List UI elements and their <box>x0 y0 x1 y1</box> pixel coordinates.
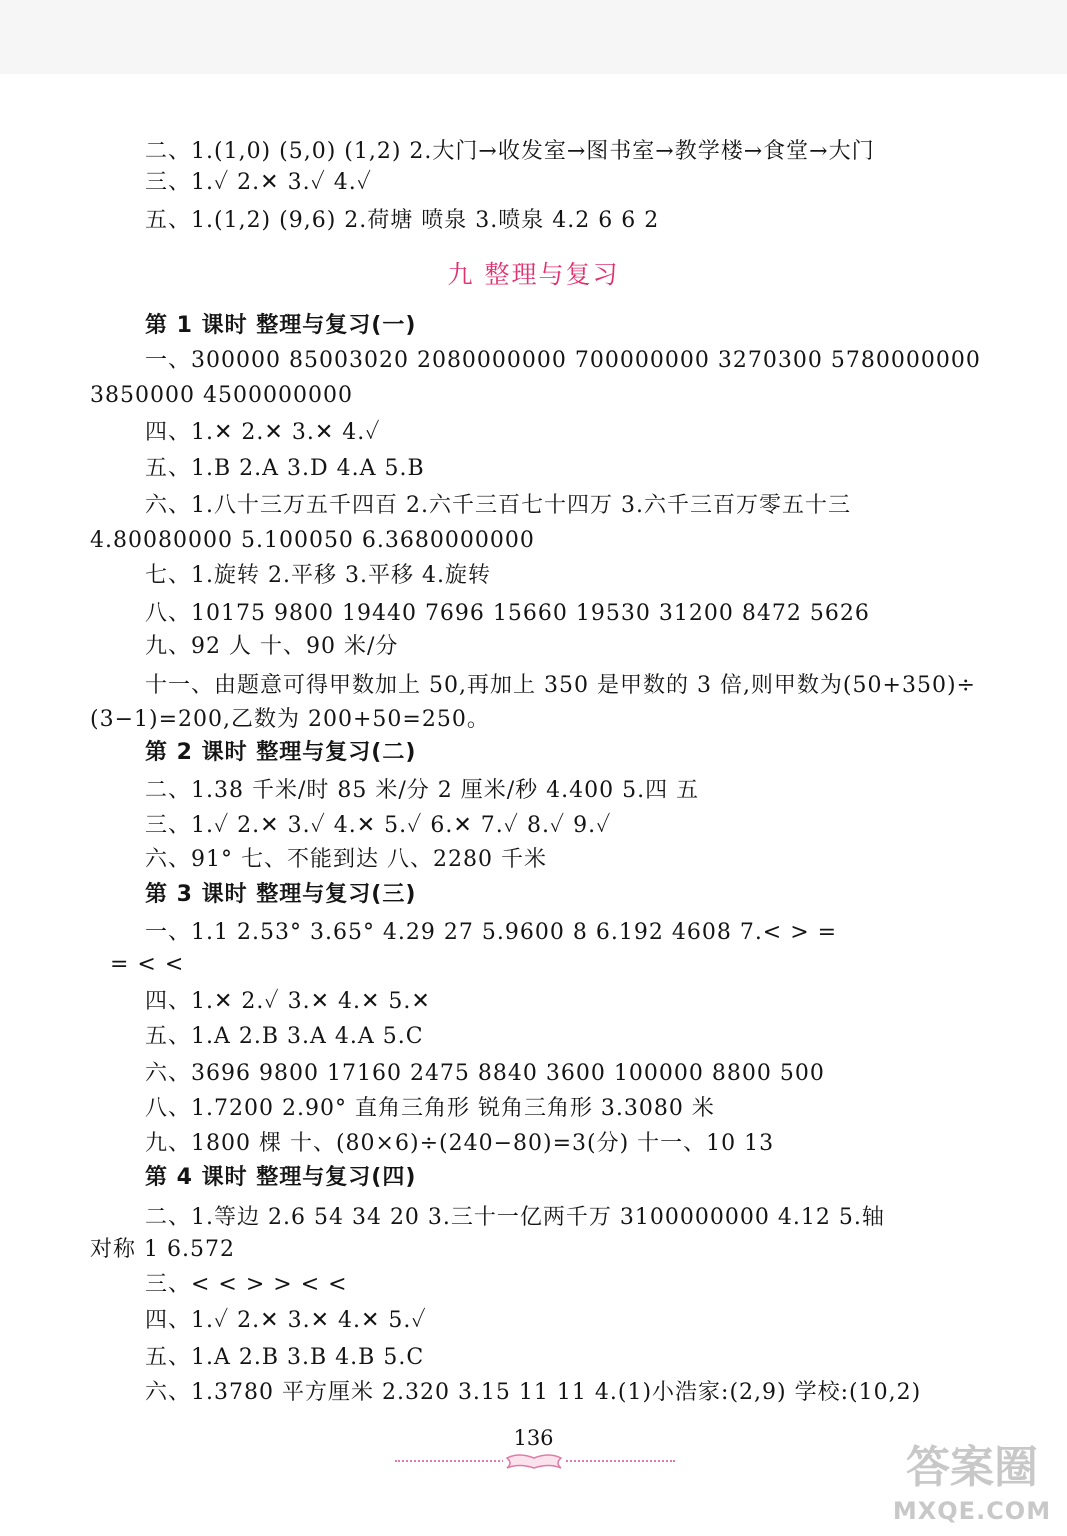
lesson-title: 第 1 课时 整理与复习(一) <box>145 313 417 338</box>
answer-line: 六、1.3780 平方厘米 2.320 3.15 11 11 4.(1)小浩家:(2,9) 学校:(10,2) <box>145 1380 922 1405</box>
answer-line: 六、3696 9800 17160 2475 8840 3600 100000 8800 500 <box>145 1061 825 1086</box>
answer-line: 三、< < > > < < <box>145 1272 348 1297</box>
answer-line: 三、1.✓ 2.✕ 3.✓ 4.✓ <box>145 170 372 195</box>
chapter-title: 九 整理与复习 <box>447 260 620 289</box>
answer-line: 五、1.A 2.B 3.B 4.B 5.C <box>145 1345 425 1370</box>
answer-line: 四、1.✕ 2.✓ 3.✕ 4.✕ 5.✕ <box>145 989 431 1014</box>
answer-line: 4.80080000 5.100050 6.3680000000 <box>90 528 535 553</box>
answer-line: 二、1.(1,0) (5,0) (1,2) 2.大门→收发室→图书室→教学楼→食堂→大门 <box>145 139 875 164</box>
answer-line: 对称 1 6.572 <box>90 1237 235 1262</box>
answer-line: 八、1.7200 2.90° 直角三角形 锐角三角形 3.3080 米 <box>145 1096 715 1121</box>
answer-line: 二、1.等边 2.6 54 34 20 3.三十一亿两千万 3100000000 4.12 5.轴 <box>145 1205 885 1230</box>
answer-line: 七、1.旋转 2.平移 3.平移 4.旋转 <box>145 563 491 588</box>
answer-line: 二、1.38 千米/时 85 米/分 2 厘米/秒 4.400 5.四 五 <box>145 778 700 803</box>
lesson-title: 第 3 课时 整理与复习(三) <box>145 882 417 907</box>
answer-line: 六、91° 七、不能到达 八、2280 千米 <box>145 847 547 872</box>
answer-line: 四、1.✕ 2.✕ 3.✕ 4.✓ <box>145 420 381 445</box>
answer-line: 一、300000 85003020 2080000000 700000000 3270300 5780000000 <box>145 348 981 373</box>
answer-line: 三、1.✓ 2.✕ 3.✓ 4.✕ 5.✓ 6.✕ 7.✓ 8.✓ 9.✓ <box>145 813 612 838</box>
lesson-title: 第 4 课时 整理与复习(四) <box>145 1165 417 1190</box>
page-number: 136 <box>513 1426 554 1450</box>
watermark-title: 答案圈 <box>906 1442 1038 1493</box>
watermark-url: MXQE.COM <box>892 1497 1052 1525</box>
site-watermark-logo <box>883 1440 1061 1532</box>
answer-line: 五、1.A 2.B 3.A 4.A 5.C <box>145 1024 424 1049</box>
answer-line: 四、1.✓ 2.✕ 3.✕ 4.✕ 5.✓ <box>145 1308 427 1333</box>
answer-line: (3−1)=200,乙数为 200+50=250。 <box>90 707 490 732</box>
answer-line: 六、1.八十三万五千四百 2.六千三百七十四万 3.六千三百万零五十三 <box>145 493 851 518</box>
footer-ribbon-icon <box>503 1450 565 1472</box>
answer-line: 十一、由题意可得甲数加上 50,再加上 350 是甲数的 3 倍,则甲数为(50+350)÷ <box>145 673 976 698</box>
answer-line: 五、1.B 2.A 3.D 4.A 5.B <box>145 456 425 481</box>
answer-line: 3850000 4500000000 <box>90 383 353 408</box>
answer-line: = < < <box>110 952 185 977</box>
answer-line: 五、1.(1,2) (9,6) 2.荷塘 喷泉 3.喷泉 4.2 6 6 2 <box>145 208 660 233</box>
answer-line: 九、92 人 十、90 米/分 <box>145 634 399 659</box>
answer-line: 一、1.1 2.53° 3.65° 4.29 27 5.9600 8 6.192 4608 7.< > = <box>145 920 838 945</box>
answer-line: 九、1800 棵 十、(80×6)÷(240−80)=3(分) 十一、10 13 <box>145 1131 775 1156</box>
lesson-title: 第 2 课时 整理与复习(二) <box>145 740 417 765</box>
answer-line: 八、10175 9800 19440 7696 15660 19530 31200 8472 5626 <box>145 601 870 626</box>
